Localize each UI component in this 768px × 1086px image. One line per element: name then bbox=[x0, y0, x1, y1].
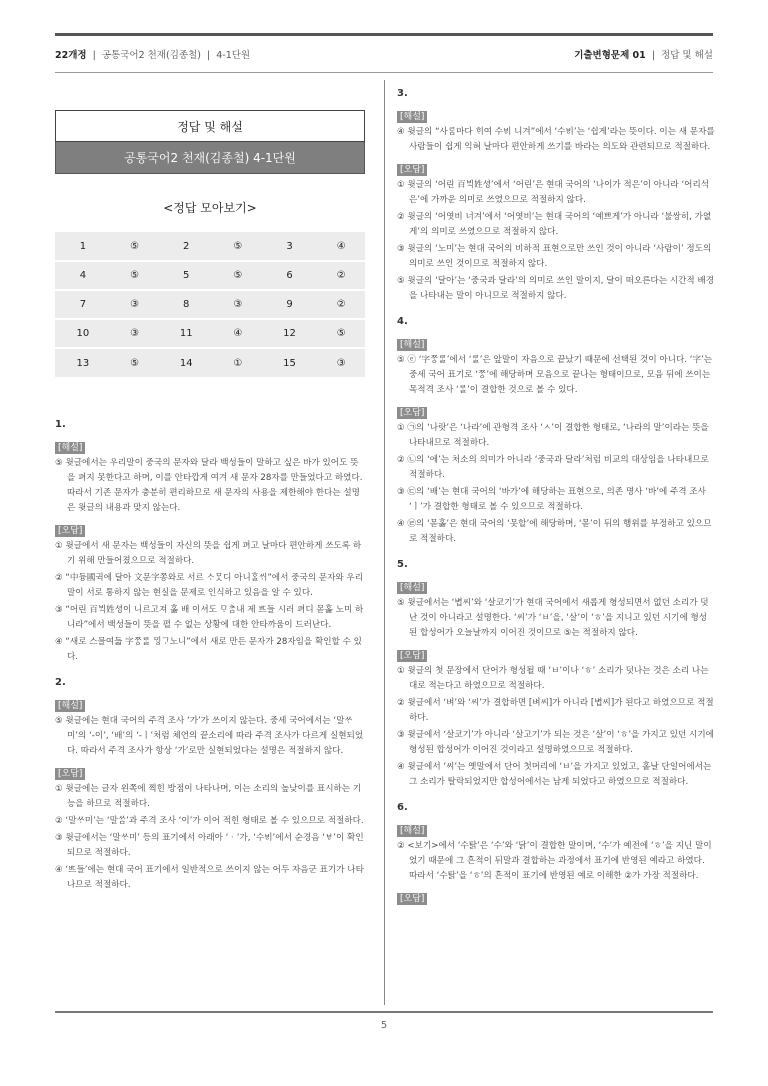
wrong-answer-text: ④ 윗글에서 ‘씨’는 옛말에서 단어 첫머리에 ‘ㅂ’을 가지고 있었고, 홑날 단일어에서는 그 소리가 탈락되었지만 합성어에서는 남게 되었다고 하였으므로 적절하다. bbox=[397, 762, 712, 787]
right-question-list bbox=[397, 88, 715, 907]
explanation-text: ⑤ 윗글에는 현대 국어의 주격 조사 ‘가’가 쓰이지 않는다. 중세 국어에서는 ‘말ᄊᆞ미’의 ‘-이’, ‘배’의 ‘-ㅣ’처럼 체언의 끝소리에 따라 주격 조사가 다르게 실현되었다. 따라서 주격 조사가 항상 ‘가’로만 실현되었다는 설명은 적절하지 않다. bbox=[55, 716, 364, 756]
header-right: 기출변형문제 01 | 정답 및 해설 bbox=[574, 50, 713, 61]
wrong-answer-text: ③ 윗글에서는 ‘말ᄊᆞ미’ 등의 표기에서 아래아 ‘ᆞ’가, ‘수ᄫᅵ’에서 순경음 ‘ㅸ’이 확인되므로 적절하다. bbox=[55, 833, 364, 858]
top-rule bbox=[55, 33, 713, 36]
wrong-answer-text: ① 윗글의 첫 문장에서 단어가 형성될 때 ‘ㅂ’이나 ‘ㅎ’ 소리가 덧나는 것은 소리 나는 대로 적는다고 하였으므로 적절하다. bbox=[397, 666, 709, 691]
wrong-answer-text: ③ 윗글에서 ‘살코기’가 아니라 ‘살고기’가 되는 것은 ‘살’이 ‘ㅎ’을 가지고 있던 시기에 형성된 합성어가 이어진 것이라고 설명하였으므로 적절하다. bbox=[397, 730, 714, 755]
answer-row bbox=[55, 319, 365, 348]
answer-row bbox=[55, 348, 365, 377]
wrong-answer-text: ③ ㉢의 ‘배’는 현대 국어의 ‘바가’에 해당하는 표현으로, 의존 명사 ‘바’에 주격 조사 ‘ㅣ’가 결합한 형태로 볼 수 있으므로 적절하다. bbox=[397, 487, 706, 512]
page-header bbox=[55, 47, 713, 65]
question-number: 5. bbox=[397, 559, 408, 570]
answer-number: 3 bbox=[286, 240, 293, 252]
question-number: 1. bbox=[55, 419, 66, 430]
answer-choice: ④ bbox=[336, 240, 346, 252]
header-section: 정답 및 해설 bbox=[661, 50, 713, 61]
explanation-text: ② <보기>에서 ‘수탉’은 ‘수’와 ‘닭’이 결합한 말이며, ‘수’가 예전에 ‘ㅎ’을 지닌 말이었기 때문에 그 흔적이 뒤말과 결합하는 과정에서 표기에 반영된 예라고 하였다. 따라서 ‘수탉’을 ‘ㅎ’의 흔적이 표기에 반영된 예로 이해한 ②가 가장 적절하다. bbox=[397, 841, 712, 881]
answer-number: 1 bbox=[79, 240, 87, 252]
answer-number: 9 bbox=[286, 299, 293, 310]
answer-number: 15 bbox=[283, 357, 296, 369]
answer-row bbox=[55, 261, 365, 290]
answer-choice: ④ bbox=[233, 328, 243, 339]
answer-choice: ⑤ bbox=[233, 240, 243, 252]
wrong-answer-text: ② “中듕國귁에 달아 文문字쫑와로 서르 ᄉᆞᄆᆞᆺ디 아니ᄒᆞᆯᄊᆡ”에서 중국의 문자와 우리말이 서로 통하지 않는 현실을 문제로 인식하고 있음을 알 수 있다. bbox=[55, 573, 364, 598]
question-block bbox=[55, 419, 365, 665]
wrong-answer-tag: [오답] bbox=[397, 164, 427, 176]
footer-rule bbox=[55, 1011, 713, 1013]
answer-choice: ③ bbox=[336, 357, 346, 369]
wrong-answer-tag: [오답] bbox=[55, 525, 85, 537]
wrong-answer-tag: [오답] bbox=[397, 650, 427, 662]
question-number: 3. bbox=[397, 88, 408, 99]
header-course: 공통국어2 천재(김종철) bbox=[101, 50, 201, 61]
question-number: 6. bbox=[397, 802, 408, 813]
answer-choice: ② bbox=[336, 299, 346, 310]
page-subtitle: 공통국어2 천재(김종철) 4-1단원 bbox=[55, 142, 365, 174]
answer-choice: ⑤ bbox=[336, 328, 346, 339]
explanation-text: ⑤ 윗글에서는 우리말이 중국의 문자와 달라 백성들이 말하고 싶은 바가 있어도 뜻을 펴지 못한다고 하며, 이를 안타깝게 여겨 새 문자 28자를 만들었다고 하였다. 따라서 기존 문자가 충분히 편리하므로 새 문자의 사용을 제한해야 한다는 설명은 윗글의 내용과 맞지 않는다. bbox=[55, 458, 363, 513]
answer-choice: ③ bbox=[130, 299, 140, 310]
question-block bbox=[397, 88, 715, 304]
wrong-answer-tag: [오답] bbox=[397, 407, 427, 419]
header-separator bbox=[55, 72, 713, 73]
wrong-answer-text: ② 윗글의 ‘어엿비 너겨’에서 ‘어엿비’는 현대 국어의 ‘예쁘게’가 아니라 ‘불쌍히, 가엾게’의 의미로 쓰였으므로 적절하지 않다. bbox=[397, 212, 712, 237]
answer-number: 10 bbox=[76, 328, 90, 339]
answer-number: 14 bbox=[179, 357, 193, 369]
header-section-bold: 기출변형문제 01 bbox=[574, 50, 646, 61]
right-column bbox=[397, 80, 715, 919]
answer-summary-title: <정답 모아보기> bbox=[163, 201, 257, 215]
wrong-answer-text: ① 윗글에는 글자 왼쪽에 찍힌 방점이 나타나며, 이는 소리의 높낮이를 표시하는 기능을 하므로 적절하다. bbox=[55, 784, 362, 809]
answer-number: 8 bbox=[183, 299, 190, 310]
wrong-answer-text: ③ “어린 百ᄇᆡᆨ姓셩이 니르고져 홇 배 이셔도 ᄆᆞᄎᆞᆷ내 제 ᄠᅳ들 시러 펴디 몯홇 노미 하니라”에서 백성들이 뜻을 펼 수 없는 상황에 대한 안타까움이 드러난다. bbox=[55, 605, 364, 630]
explanation-tag: [해설] bbox=[397, 582, 427, 594]
wrong-answer-text: ① 윗글에서 새 문자는 백성들이 자신의 뜻을 쉽게 펴고 날마다 편안하게 쓰도록 하기 위해 만들어졌으므로 적절하다. bbox=[55, 541, 362, 566]
wrong-answer-text: ⑤ 윗글의 ‘달아’는 ‘중국과 달라’의 의미로 쓰인 말이지, 달이 떠오른다는 시간적 배경을 나타내는 말이 아니므로 적절하지 않다. bbox=[397, 276, 715, 301]
explanation-tag: [해설] bbox=[55, 700, 85, 712]
wrong-answer-text: ③ 윗글의 ‘노미’는 현대 국어의 비하적 표현으로만 쓰인 것이 아니라 ‘사람이’ 정도의 의미로 쓰인 것이므로 적절하지 않다. bbox=[397, 244, 712, 269]
explanation-tag: [해설] bbox=[397, 825, 427, 837]
wrong-answer-tag: [오답] bbox=[397, 893, 427, 905]
answer-number: 13 bbox=[76, 357, 90, 369]
answer-number: 11 bbox=[179, 328, 193, 339]
explanation-text: ⑤ 윗글에서는 ‘볍씨’와 ‘살코기’가 현대 국어에서 새롭게 형성되면서 없던 소리가 덧난 것이 아니라고 설명한다. ‘씨’가 ‘ㅂ’을, ‘살’이 ‘ㅎ’을 지니고 있던 시기에 형성된 합성어가 오늘날까지 이어진 것이므로 ⑤는 적절하지 않다. bbox=[397, 598, 709, 638]
explanation-tag: [해설] bbox=[55, 442, 85, 454]
page-number: 5 bbox=[380, 1020, 388, 1031]
wrong-answer-text: ④ ‘ᄠᅳ들’에는 현대 국어 표기에서 일반적으로 쓰이지 않는 어두 자음군 표기가 나타나므로 적절하다. bbox=[55, 865, 364, 890]
wrong-answer-text: ② 윗글에서 ‘벼’와 ‘씨’가 결합하면 [벼씨]가 아니라 [볍씨]가 된다고 하였으므로 적절하다. bbox=[397, 698, 714, 723]
answer-row bbox=[55, 232, 365, 261]
explanation-tag: [해설] bbox=[397, 111, 427, 123]
header-book: 22개정 bbox=[55, 50, 87, 61]
answer-number: 4 bbox=[79, 270, 87, 281]
question-block bbox=[397, 802, 715, 907]
answer-choice: ③ bbox=[130, 328, 140, 339]
explanation-text: ④ 윗글의 “사ᄅᆞᆷ마다 ᄒᆡ여 수ᄫᅵ 니겨”에서 ‘수ᄫᅵ’는 ‘쉽게’라는 뜻이다. 이는 새 문자를 사람들이 쉽게 익혀 날마다 편안하게 쓰기를 바라는 의도와 관련되므로 적절하다. bbox=[397, 127, 715, 152]
answer-number: 7 bbox=[79, 299, 87, 310]
column-divider bbox=[384, 80, 385, 1005]
answer-row bbox=[55, 290, 365, 319]
explanation-text: ⑤ ⓔ ‘字ᄍᆞᆼᄅᆞᆯ’에서 ‘ᄅᆞᆯ’은 앞말이 자음으로 끝났기 때문에 선택된 것이 아니다. ‘字’는 중세 국어 표기로 ‘ᄍᆞᆼ’에 해당하며 모음으로 끝나는 형태이므로, 모음 뒤에 쓰이는 목적격 조사 ‘ᄅᆞᆯ’이 결합한 것으로 볼 수 있다. bbox=[397, 355, 713, 395]
left-question-list bbox=[55, 419, 365, 893]
answer-number: 2 bbox=[183, 240, 190, 252]
answer-number: 6 bbox=[286, 270, 293, 281]
answer-table bbox=[55, 232, 365, 377]
answer-choice: ⑤ bbox=[233, 270, 243, 281]
question-block bbox=[397, 559, 715, 790]
answer-choice: ② bbox=[336, 270, 346, 281]
answer-number: 5 bbox=[183, 270, 190, 281]
wrong-answer-text: ① ㉠의 ‘나랏’은 ‘나라’에 관형격 조사 ‘ㅅ’이 결합한 형태로, ‘나라의 말’이라는 뜻을 나타내므로 적절하다. bbox=[397, 423, 709, 448]
wrong-answer-tag: [오답] bbox=[55, 768, 85, 780]
header-unit: 4-1단원 bbox=[216, 50, 251, 61]
header-left: 22개정 | 공통국어2 천재(김종철) | 4-1단원 bbox=[55, 50, 251, 61]
page-title: 정답 및 해설 bbox=[55, 110, 365, 142]
explanation-tag: [해설] bbox=[397, 339, 427, 351]
question-block bbox=[397, 316, 715, 547]
question-block bbox=[55, 677, 365, 893]
answer-choice: ⑤ bbox=[130, 240, 140, 252]
wrong-answer-text: ④ “새로 스믈여듧 字ᄍᆞᆼᄅᆞᆯ ᄆᆡᇰᄀᆞ노니”에서 새로 만든 문자가 28자임을 확인할 수 있다. bbox=[55, 637, 362, 662]
answer-number: 12 bbox=[283, 328, 296, 339]
answer-choice: ⑤ bbox=[130, 357, 140, 369]
left-column bbox=[55, 80, 365, 905]
wrong-answer-text: ② ‘말ᄊᆞ미’는 ‘말ᄊᆞᆷ’과 주격 조사 ‘이’가 이어 적힌 형태로 볼 수 있으므로 적절하다. bbox=[55, 816, 364, 826]
answer-choice: ⑤ bbox=[130, 270, 140, 281]
wrong-answer-text: ② ㉡의 ‘에’는 처소의 의미가 아니라 ‘중국과 달라’처럼 비교의 대상임을 나타내므로 적절하다. bbox=[397, 455, 709, 480]
answer-choice: ③ bbox=[233, 299, 243, 310]
question-number: 2. bbox=[55, 677, 66, 688]
wrong-answer-text: ④ ㉣의 ‘몯홇’은 현대 국어의 ‘못할’에 해당하며, ‘몯’이 뒤의 행위를 부정하고 있으므로 적절하다. bbox=[397, 519, 712, 544]
answer-choice: ① bbox=[233, 357, 243, 369]
question-number: 4. bbox=[397, 316, 408, 327]
wrong-answer-text: ① 윗글의 ‘어린 百ᄇᆡᆨ姓셩’에서 ‘어린’은 현대 국어의 ‘나이가 적은’이 아니라 ‘어리석은’에 가까운 의미로 쓰였으므로 적절하지 않다. bbox=[397, 180, 710, 205]
